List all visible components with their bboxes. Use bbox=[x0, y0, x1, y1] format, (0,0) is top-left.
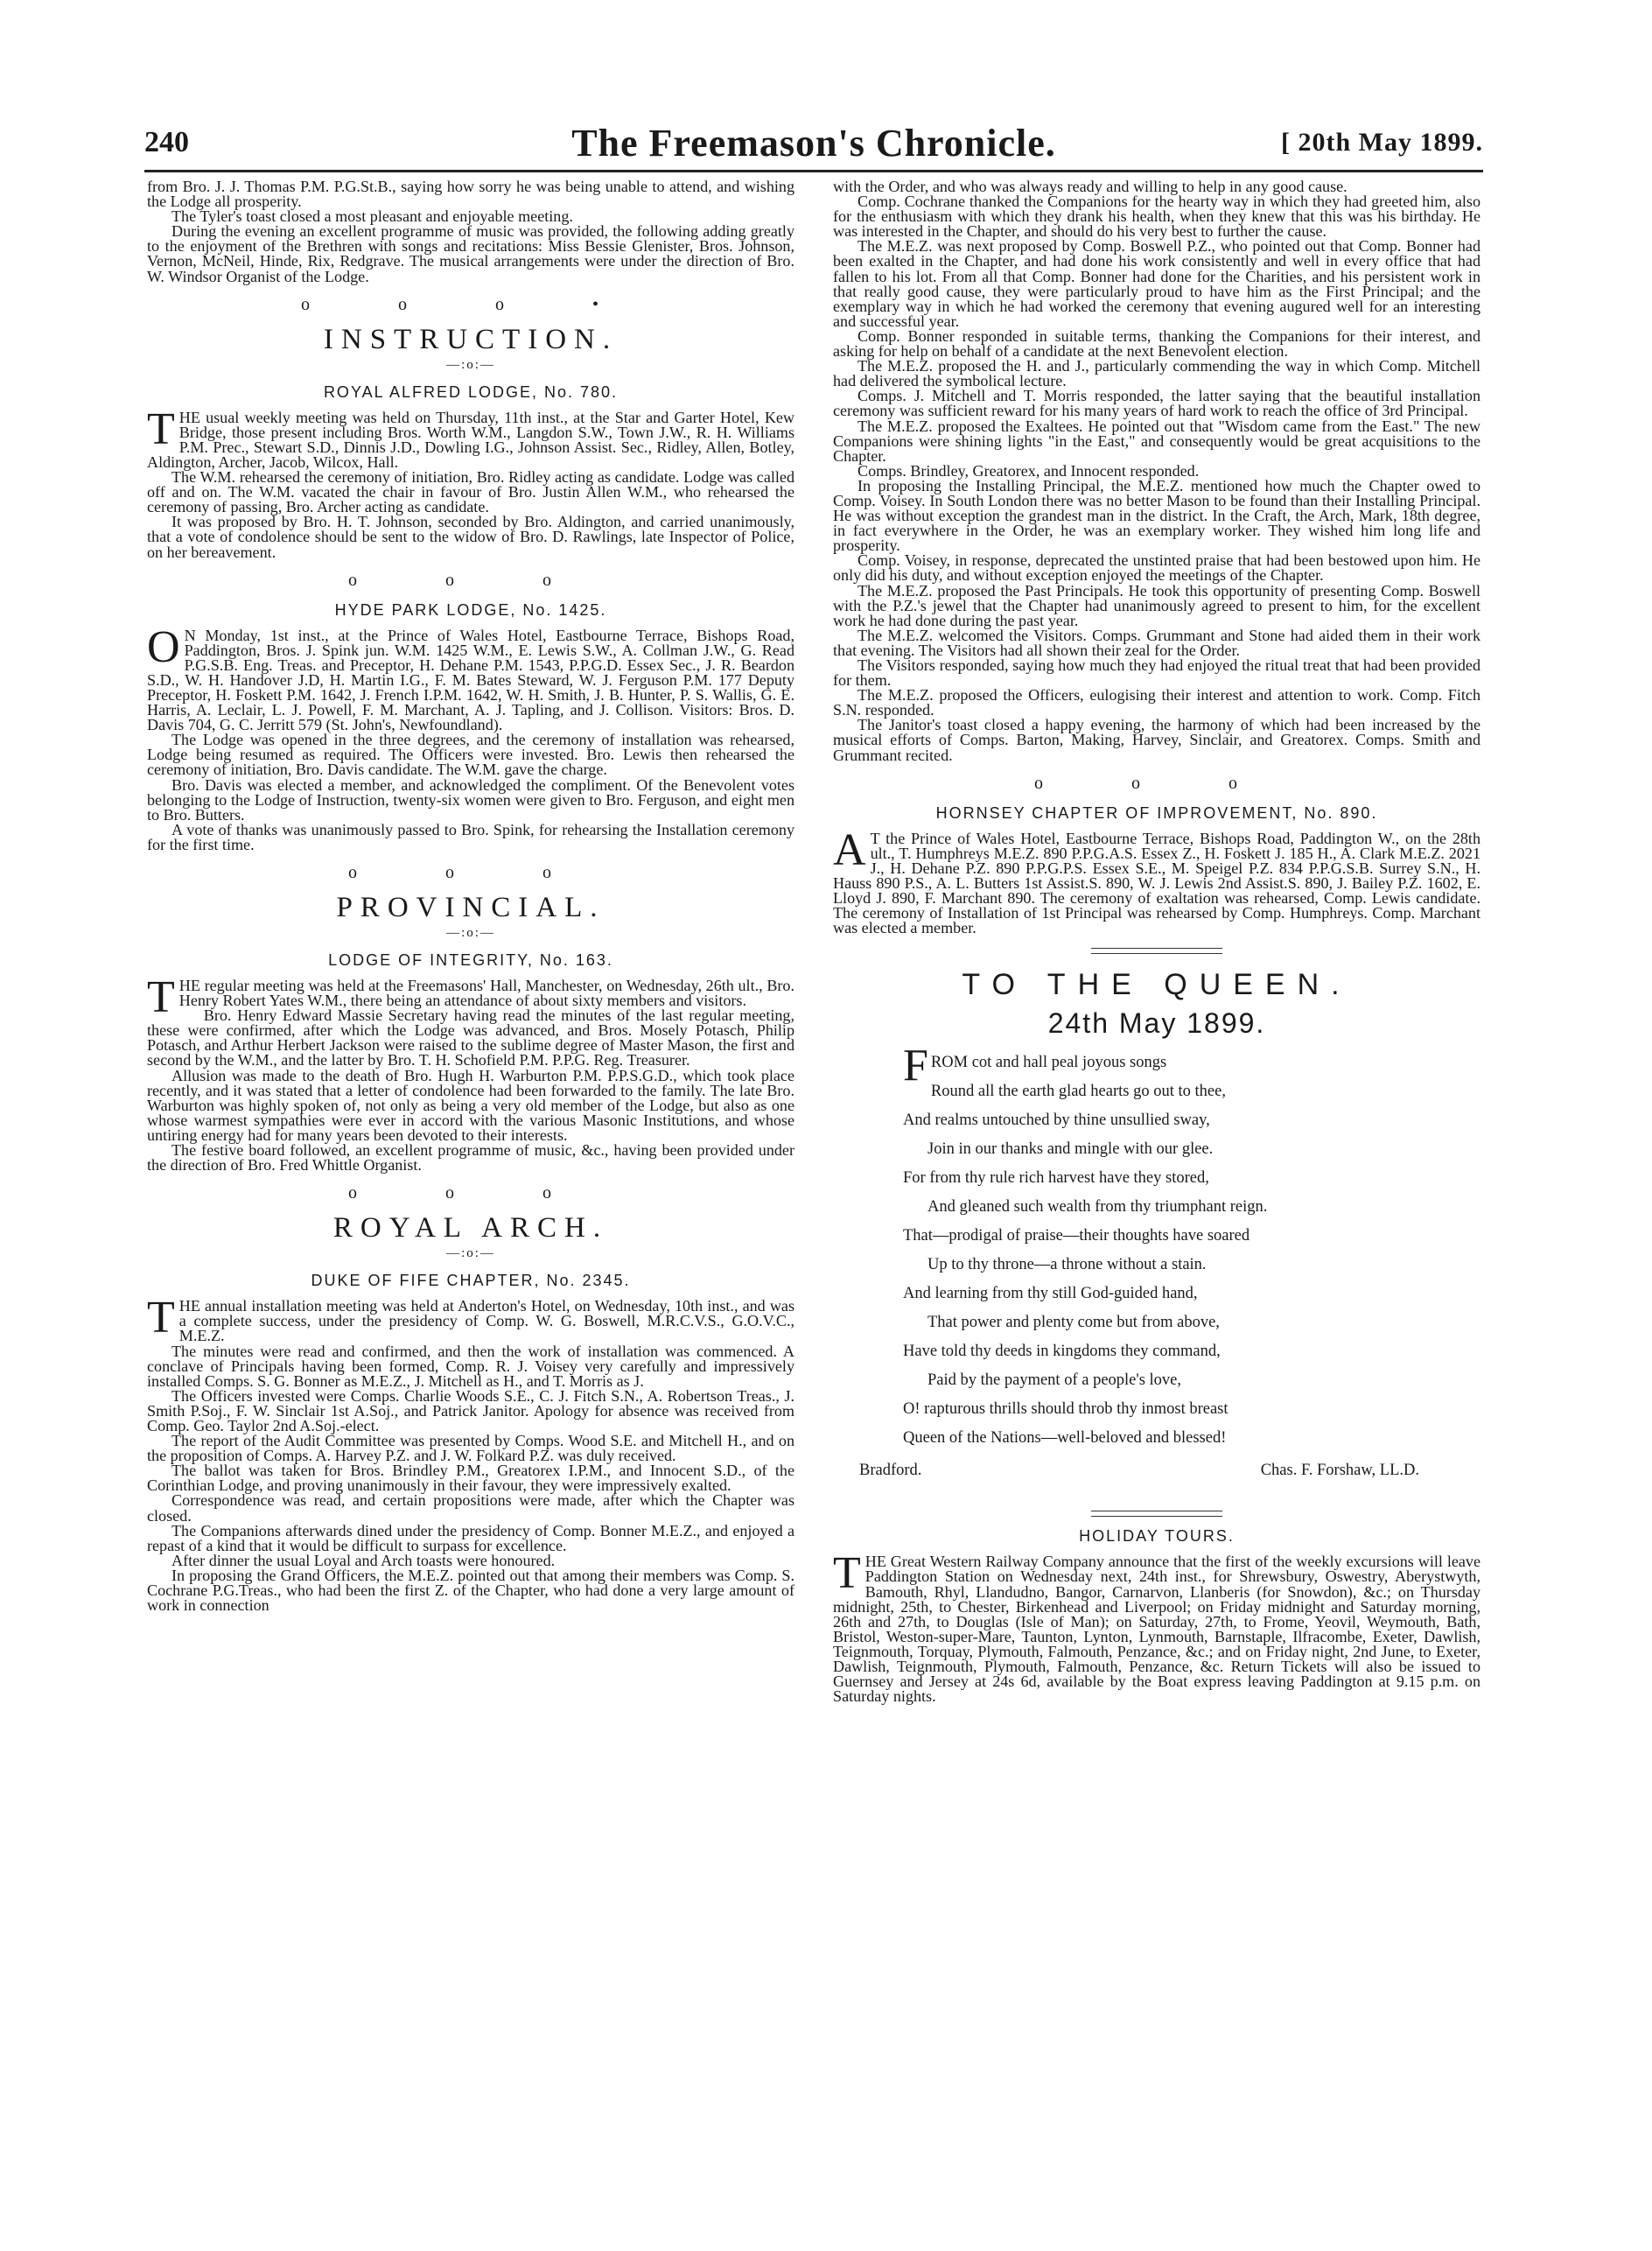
paragraph: Comps. J. Mitchell and T. Morris responded, the latter saying that the beautiful installation ceremony was sufficient reward for his many years of hard work to reach the office of 3rd Principal. bbox=[833, 387, 1480, 420]
drop-cap: T bbox=[147, 403, 175, 454]
paper-title: The Freemason's Chronicle. bbox=[571, 122, 1056, 165]
paragraph: The Companions afterwards dined under the presidency of Comp. Bonner M.E.Z., and enjoyed a repast of a kind that it would be difficult to surpass for excellence. bbox=[147, 1521, 794, 1554]
article-heading: LODGE OF INTEGRITY, No. 163. bbox=[328, 951, 613, 969]
poem bbox=[903, 1041, 1480, 1453]
masthead-rule bbox=[144, 170, 1483, 172]
article-heading: HORNSEY CHAPTER OF IMPROVEMENT, No. 890. bbox=[935, 803, 1378, 822]
drop-cap: T bbox=[833, 1548, 861, 1599]
drop-cap: F bbox=[903, 1041, 928, 1091]
poem-first-line: ROM cot and hall peal joyous songs bbox=[930, 1054, 1167, 1072]
masthead bbox=[144, 121, 1483, 166]
section-separator: —:o:— bbox=[446, 1246, 495, 1261]
poem-line: Round all the earth glad hearts go out to thee, bbox=[930, 1083, 1226, 1101]
issue-date: [ 20th May 1899. bbox=[1281, 128, 1483, 157]
lead-paragraph bbox=[147, 1293, 794, 1345]
double-rule bbox=[1091, 1511, 1222, 1517]
poem-line: Join in our thanks and mingle with our glee. bbox=[928, 1140, 1214, 1159]
poem-line: And realms untouched by thine unsullied sway, bbox=[903, 1111, 1210, 1130]
paragraph: The M.E.Z. welcomed the Visitors. Comps. Grummant and Stone had aided them in their work that evening. The Visitors had all shown their zeal for the Order. bbox=[833, 626, 1480, 659]
paragraph: The Janitor's toast closed a happy evening, the harmony of which had been increased by the musical efforts of Comps. Barton, Making, Harvey, Sinclair, and Greatorex. Comps. Smith and Grummant recited. bbox=[833, 716, 1480, 764]
paragraph: Bro. Henry Edward Massie Secretary having read the minutes of the last regular meeting, these were confirmed, after which the Lodge was advanced, and Bros. Mosely Potasch, Philip Potasch, and Arthur Herbert Jackson were raised to the sublime degree of Master Mason, the first and second by the W.M., and the latter by Bro. T. H. Schofield P.M. P.P.G. Reg. Treasurer. bbox=[147, 1006, 794, 1069]
paragraph: Correspondence was read, and certain propositions were made, after which the Chapter was closed. bbox=[147, 1491, 794, 1525]
paragraph: The minutes were read and confirmed, and then the work of installation was commenced. A conclave of Principals having been formed, Comp. R. J. Voisey very carefully and impressively installed Comps. S. G. Bonner as M.E.Z., J. Mitchell as H., and T. Morris as J. bbox=[147, 1342, 794, 1390]
lead-paragraph bbox=[833, 824, 1480, 937]
lead-text: HE regular meeting was held at the Freemasons' Hall, Manchester, on Wednesday, 26th ult., Bro. Henry Robert Yates W.M., there being an attendance of about sixty members and visitors. bbox=[178, 977, 794, 1010]
paragraph: During the evening an excellent programme of music was provided, the following adding greatly to the enjoyment of the Brethren with songs and recitations: Miss Bessie Glenister, Bros. Johnson, Vernon, McNeil, Hinde, Rix, Redgrave. The musical arrangements were under the direction of Bro. W. Windsor Organist of the Lodge. bbox=[147, 222, 794, 285]
paragraph: The Officers invested were Comps. Charlie Woods S.E., C. J. Fitch S.N., A. Robertson Treas., J. Smith P.Soj., F. W. Sinclair 1st A.Soj., and Patrick Janitor. Apology for absence was received from Comp. Geo. Taylor 2nd A.Soj.-elect. bbox=[147, 1386, 794, 1434]
drop-cap: O bbox=[147, 621, 180, 672]
poem-line: That power and plenty come but from above, bbox=[928, 1314, 1220, 1332]
paragraph: Comps. Brindley, Greatorex, and Innocent responded. bbox=[858, 461, 1200, 480]
paragraph: The M.E.Z. proposed the H. and J., particularly commending the way in which Comp. Mitchell had delivered the symbolical lecture. bbox=[833, 357, 1480, 390]
paragraph: The festive board followed, an excellent programme of music, &c., having been provided under the direction of Bro. Fred Whittle Organist. bbox=[147, 1141, 794, 1175]
poem-line: And learning from thy still God-guided hand, bbox=[903, 1285, 1198, 1303]
left-column bbox=[147, 179, 794, 1613]
article-heading: DUKE OF FIFE CHAPTER, No. 2345. bbox=[311, 1272, 631, 1290]
poem-line: Up to thy throne—a throne without a stain. bbox=[928, 1256, 1207, 1274]
ornament: o o o • bbox=[300, 294, 640, 314]
paragraph: In proposing the Installing Principal, the M.E.Z. mentioned how much the Chapter owed to Comp. Voisey. In South London there was no better Mason to be found than their Installing Principal. He was without exception the grandest man in the district. In the Craft, the Arch, Mark, 18th degree, in fact everywhere in the Order, he was an exemplary worker. They wished him long life and prosperity. bbox=[833, 476, 1480, 555]
poem-signature bbox=[833, 1456, 1480, 1486]
section-heading-instruction: INSTRUCTION. bbox=[323, 323, 619, 355]
paragraph: The ballot was taken for Bros. Brindley P.M., Greatorex I.P.M., and Innocent S.D., of the Corinthian Lodge, and proving unanimously in their favour, they were impressively exalted. bbox=[147, 1462, 794, 1495]
ornament: o o o bbox=[348, 570, 593, 590]
paragraph: In proposing the Grand Officers, the M.E.Z. pointed out that among their members was Comp. S. Cochrane P.G.Treas., who had been the first Z. of the Chapter, who had done a very large amount of work in connection bbox=[147, 1566, 794, 1615]
paragraph: After dinner the usual Loyal and Arch toasts were honoured. bbox=[172, 1551, 556, 1569]
paragraph: The report of the Audit Committee was presented by Comps. Wood S.E. and Mitchell H., and on the proposition of Comps. A. Harvey P.Z. and J. W. Folkard P.Z. was duly received. bbox=[147, 1432, 794, 1465]
paragraph: The M.E.Z. proposed the Officers, eulogising their interest and attention to work. Comp. Fitch S.N. responded. bbox=[833, 686, 1480, 719]
paragraph: The W.M. rehearsed the ceremony of initiation, Bro. Ridley acting as candidate. Lodge was called off and on. The W.M. vacated the chair in favour of Bro. Justin Allen W.M., who rehearsed the ceremony of passing, Bro. Archer acting as candidate. bbox=[147, 468, 794, 516]
lead-text: HE usual weekly meeting was held on Thursday, 11th inst., at the Star and Garter Hotel, Kew Bridge, those present including Bros. Worth W.M., Langdon S.W., Town J.W., R. H. Williams P.M. Prec., Stewart S.D., Dinnis J.D., Dowling I.G., Johnson Assist. Sec., Ridley, Allen, Botley, Aldington, Archer, Jacob, Wilcox, Hall. bbox=[147, 408, 794, 471]
paragraph: The Lodge was opened in the three degrees, and the ceremony of installation was rehearsed, Lodge being resumed as required. The Officers were invested. Bro. Lewis then rehearsed the ceremony of initiation, Bro. Davis candidate. The W.M. gave the charge. bbox=[147, 731, 794, 779]
paragraph: with the Order, and who was always ready and willing to help in any good cause. bbox=[833, 178, 1348, 195]
lead-text: T the Prince of Wales Hotel, Eastbourne Terrace, Bishops Road, Paddington W., on the 28th ult., T. Humphreys M.E.Z. 890 P.P.G.A.S. Essex Z., H. Foskett J. 185 H., A. Clark M.E.Z. 2021 J., H. Dehane P.Z. 890 P.P.G.P.S. Essex S.E., M. Speigel P.Z. 834 P.P.G.S.B. Surrey S.N., H. Hauss 890 P.S., A. L. Butters 1st Assist.S. 890, W. J. Lewis 2nd Assist.S. 890, J. Bailey P.Z. 1602, E. Lloyd J. 890, F. Marchant 890. The ceremony of exaltation was rehearsed, Comp. Lewis candidate. The ceremony of Installation of 1st Principal was rehearsed by Comp. Humphreys. Comp. Marchant was elected a member. bbox=[833, 829, 1480, 937]
poem-line: That—prodigal of praise—their thoughts have soared bbox=[903, 1227, 1250, 1245]
paragraph: Comp. Voisey, in response, deprecated the unstinted praise that had been bestowed upon him. He only did his duty, and without exception enjoyed the meetings of the Chapter. bbox=[833, 551, 1480, 585]
lead-paragraph bbox=[147, 972, 794, 1022]
ornament: o o o bbox=[348, 1183, 593, 1203]
poem-line: O! rapturous thrills should throb thy inmost breast bbox=[903, 1400, 1228, 1419]
section-separator: —:o:— bbox=[446, 357, 495, 372]
poem-line: And gleaned such wealth from thy triumphant reign. bbox=[928, 1198, 1268, 1217]
lead-paragraph bbox=[147, 621, 794, 734]
paragraph: from Bro. J. J. Thomas P.M. P.G.St.B., saying how sorry he was being unable to attend, and wishing the Lodge all prosperity. bbox=[147, 178, 794, 211]
paragraph: The M.E.Z. was next proposed by Comp. Boswell P.Z., who pointed out that Comp. Bonner had been exalted in the Chapter, and had done his work consistently and well in every office that had fallen to his lot. From all that Comp. Bonner had done for the Charities, and his persistent work in that really good cause, they were particularly proud to have him as the First Principal; and the exemplary way in which he had worked the ceremony that evening augured well for an interesting and successful year. bbox=[833, 237, 1480, 330]
paragraph: Comp. Bonner responded in suitable terms, thanking the Companions for their interest, and asking for help on behalf of a candidate at the next Benevolent election. bbox=[833, 326, 1480, 361]
poem-title: TO THE QUEEN. bbox=[962, 968, 1352, 1002]
lead-paragraph bbox=[147, 403, 794, 471]
lead-text: N Monday, 1st inst., at the Prince of Wales Hotel, Eastbourne Terrace, Bishops Road, Paddington, Bros. J. Spink jun. W.M. 1425 W.M., E. Lewis S.W., A. Collman J.W., G. Read P.G.S.B. Eng. Treas. and Preceptor, H. Dehane P.M. 1543, P.P.G.D. Essex Sec., J. R. Beardon S.D., W. H. Handover J.D, H. Martin I.G., F. M. Bates Steward, W. J. Ferguson P.M. 177 Deputy Preceptor, H. Foskett P.M. 1642, J. French I.P.M. 1642, W. H. Smith, J. B. Hunter, P. S. Wallis, G. E. Harris, A. Leclair, L. J. Powell, F. M. Marchant, A. J. Tapling, and J. Collison. Visitors: Bros. D. Davis 704, G. C. Jerritt 579 (St. John's, Newfoundland). bbox=[147, 626, 794, 734]
lead-text: HE annual installation meeting was held at Anderton's Hotel, on Wednesday, 10th inst., and was a complete success, under the presidency of Comp. W. G. Boswell, M.R.C.V.S., G.O.V.C., M.E.Z. bbox=[178, 1297, 794, 1345]
double-rule bbox=[1091, 948, 1222, 954]
section-heading-royal-arch: ROYAL ARCH. bbox=[332, 1212, 609, 1245]
paragraph: Allusion was made to the death of Bro. Hugh H. Warburton P.M. P.P.S.G.D., which took place recently, and it was stated that a letter of condolence had been forwarded to the family. The late Bro. Warburton was highly spoken of, not only as being a very old member of the Lodge, but also as one whose warmest sympathies were ever in accord with the various Masonic Institutions, and whose untiring energy had for many years been devoted to their interests. bbox=[147, 1066, 794, 1144]
poem-date: 24th May 1899. bbox=[1047, 1007, 1266, 1040]
ornament: o o o bbox=[1034, 773, 1279, 793]
poem-line: For from thy rule rich harvest have they stored, bbox=[903, 1169, 1209, 1188]
paragraph: It was proposed by Bro. H. T. Johnson, seconded by Bro. Aldington, and carried unanimously, that a vote of condolence should be sent to the widow of Bro. D. Rawlings, late Inspector of Police, on her bereavement. bbox=[147, 513, 794, 561]
section-heading-provincial: PROVINCIAL. bbox=[336, 892, 606, 923]
poem-line: Have told thy deeds in kingdoms they command, bbox=[903, 1343, 1221, 1361]
paragraph: The M.E.Z. proposed the Past Principals. He took this opportunity of presenting Comp. Boswell with the P.Z.'s jewel that the Chapter had unanimously agreed to present to him, for the excellent work he had done during the past year. bbox=[833, 581, 1480, 629]
poem-line: Queen of the Nations—well-beloved and blessed! bbox=[903, 1429, 1227, 1448]
right-column bbox=[833, 179, 1480, 1704]
drop-cap: T bbox=[147, 972, 175, 1022]
paragraph: The M.E.Z. proposed the Exaltees. He pointed out that "Wisdom came from the East." The new Companions were shining lights "in the East," and consequently would be great acquisitions to the Chapter. bbox=[833, 417, 1480, 465]
article-heading: HOLIDAY TOURS. bbox=[1079, 1527, 1235, 1546]
lead-paragraph bbox=[833, 1548, 1480, 1706]
paragraph: The Visitors responded, saying how much they had enjoyed the ritual treat that had been provided for them. bbox=[833, 656, 1480, 690]
lead-text: HE Great Western Railway Company announce that the first of the weekly excursions will leave Paddington Station on Wednesday next, 24th inst., for Shrewsbury, Oswestry, Aberystwyth, Bamouth, Rhyl, Llandudno, Bangor, Carnarvon, Llanberis (for Snowdon), &c.; on Thursday midnight, 25th, to Chester, Birkenhead and Liverpool; on Friday midnight and Saturday morning, 26th and 27th, to Douglas (Isle of Man); on Saturday, 27th, to Frome, Yeovil, Weymouth, Bath, Bristol, Weston-super-Mare, Taunton, Lynton, Lynmouth, Barnstaple, Ilfracombe, Exeter, Dawlish, Teignmouth, Torquay, Plymouth, Falmouth, Penzance, &c.; and on Friday night, 2nd June, to Exeter, Dawlish, Teignmouth, Plymouth, Falmouth, Penzance, &c. Return Tickets will also be issued to Guernsey and Jersey at 24s 6d, available by the Boat express leaving Paddington at 9.15 p.m. on Saturday nights. bbox=[833, 1553, 1480, 1706]
article-heading: ROYAL ALFRED LODGE, No. 780. bbox=[323, 382, 619, 401]
drop-cap: T bbox=[147, 1293, 175, 1343]
paragraph: Comp. Cochrane thanked the Companions for the hearty way in which they had greeted him, also for the enthusiasm with which they drank his health, when they knew that this was his birthday. He was interested in the Chapter, and should do his very best to further the cause. bbox=[833, 193, 1480, 241]
section-separator: —:o:— bbox=[446, 926, 495, 940]
signature-author: Chas. F. Forshaw, LL.D. bbox=[1260, 1462, 1419, 1480]
signature-place: Bradford. bbox=[859, 1462, 922, 1480]
paragraph: The Tyler's toast closed a most pleasant and enjoyable meeting. bbox=[172, 207, 573, 226]
ornament: o o o bbox=[348, 863, 593, 882]
page-number: 240 bbox=[144, 126, 189, 158]
paragraph: Bro. Davis was elected a member, and acknowledged the compliment. Of the Benevolent votes belonging to the Lodge of Instruction, twenty-six women were given to Bro. Ferguson, and eight men to Bro. Butters. bbox=[147, 775, 794, 824]
drop-cap: A bbox=[833, 824, 866, 875]
article-heading: HYDE PARK LODGE, No. 1425. bbox=[334, 600, 607, 619]
poem-line: Paid by the payment of a people's love, bbox=[928, 1371, 1182, 1390]
poem-line bbox=[903, 1041, 1480, 1091]
paragraph: A vote of thanks was unanimously passed to Bro. Spink, for rehearsing the Installation ceremony for the first time. bbox=[147, 820, 794, 853]
